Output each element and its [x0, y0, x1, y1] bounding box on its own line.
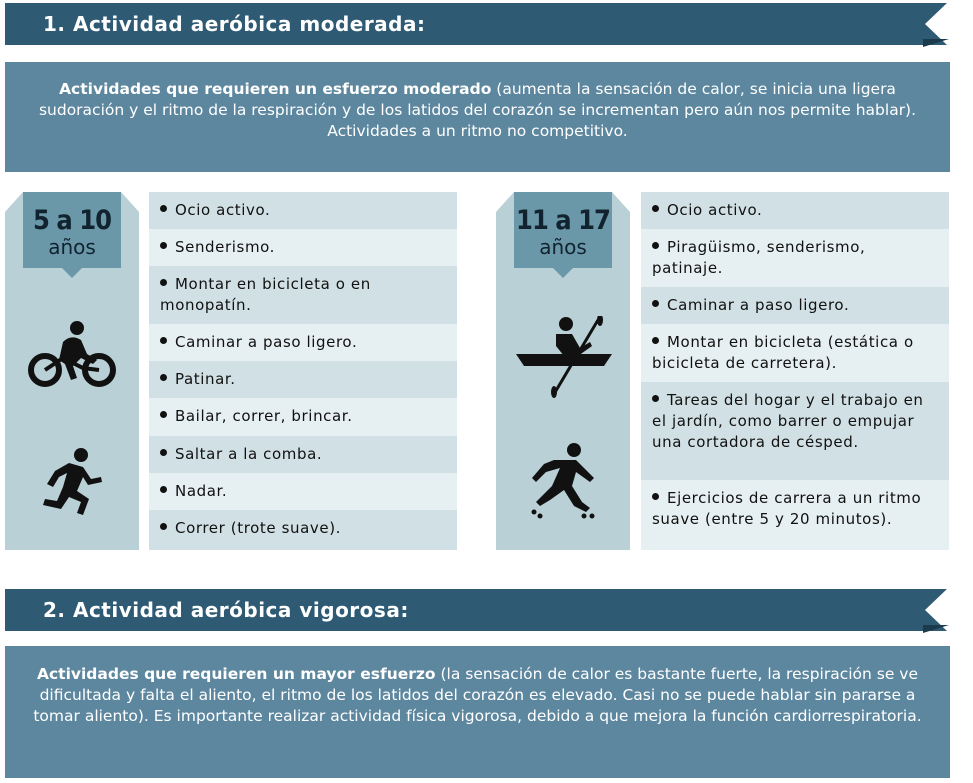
kayak-icon: [514, 316, 614, 398]
age-flag: [23, 192, 121, 268]
list-item: Montar en bicicleta o en monopatín.: [149, 266, 457, 324]
list-item: Ocio activo.: [641, 192, 949, 229]
banner-ribbon-fold: [923, 39, 949, 47]
section-2-description-bold: Actividades que requieren un mayor esfuerzo: [36, 665, 436, 683]
bullet: [160, 337, 167, 344]
list-item: Nadar.: [149, 473, 457, 510]
age-panel-5-10: [5, 192, 139, 550]
bullet: [160, 486, 167, 493]
panel-corner-fold: [121, 192, 139, 212]
list-item: Caminar a paso ligero.: [149, 324, 457, 361]
section-2-title: 2. Actividad aeróbica vigorosa:: [43, 598, 409, 622]
banner-ribbon-fold: [923, 625, 949, 633]
bullet: [160, 374, 167, 381]
age-range: 11 a 17: [516, 205, 610, 236]
panel-corner-fold: [496, 192, 514, 212]
bullet: [160, 242, 167, 249]
age-flag: [514, 192, 612, 268]
list-item: Bailar, correr, brincar.: [149, 398, 457, 436]
section-2-description: [5, 646, 950, 778]
section-2-description-text: (la sensación de calor es bastante fuerte, la respiración se ve dificultada y falta el aliento, el ritmo de los latidos del corazón es elevado. Casi no se puede hablar sin pararse a tomar aliento). Es importante realizar actividad física vigorosa, debido a que mejora la función cardiorrespiratoria.: [33, 665, 922, 725]
bullet: [652, 300, 659, 307]
age-unit: años: [48, 235, 96, 259]
list-item: Senderismo.: [149, 229, 457, 266]
bullet: [652, 242, 659, 249]
section-1-description-text: (aumenta la sensación de calor, se inicia una ligera sudoración y el ritmo de la respiración y de los latidos del corazón se incrementan pero aún nos permite hablar). Actividades a un ritmo no competitivo.: [38, 80, 917, 140]
bullet: [160, 205, 167, 212]
bullet: [652, 395, 659, 402]
list-item: Caminar a paso ligero.: [641, 287, 949, 324]
section-1-banner: [5, 3, 967, 45]
section-1-title: 1. Actividad aeróbica moderada:: [43, 12, 426, 36]
bullet: [160, 449, 167, 456]
section-1-description: [5, 62, 950, 172]
list-item: Tareas del hogar y el trabajo en el jardín, como barrer o empujar una cortadora de césped.: [641, 382, 949, 480]
cyclist-icon: [27, 320, 119, 390]
bullet: [652, 493, 659, 500]
bullet: [652, 337, 659, 344]
list-item: Patinar.: [149, 361, 457, 398]
bullet: [160, 523, 167, 530]
list-item: Piragüismo, senderismo, patinaje.: [641, 229, 949, 287]
section-2-banner: [5, 589, 967, 631]
list-item: Montar en bicicleta (estática o bicicleta de carretera).: [641, 324, 949, 382]
list-item: Ocio activo.: [149, 192, 457, 229]
bullet: [160, 279, 167, 286]
section-1-description-bold: Actividades que requieren un esfuerzo moderado: [59, 80, 492, 98]
bullet: [160, 411, 167, 418]
age-panel-11-17: [496, 192, 630, 550]
age-unit: años: [539, 235, 587, 259]
panel-corner-fold: [5, 192, 23, 212]
list-item: Ejercicios de carrera a un ritmo suave (entre 5 y 20 minutos).: [641, 480, 949, 550]
list-item: Saltar a la comba.: [149, 436, 457, 473]
bullet: [652, 205, 659, 212]
activity-list-11-17: [641, 192, 949, 550]
age-range: 5 a 10: [33, 205, 111, 236]
inline-skater-icon: [526, 442, 602, 520]
runner-icon: [39, 447, 105, 517]
panel-corner-fold: [612, 192, 630, 212]
list-item: Correr (trote suave).: [149, 510, 457, 550]
activity-list-5-10: [149, 192, 457, 550]
